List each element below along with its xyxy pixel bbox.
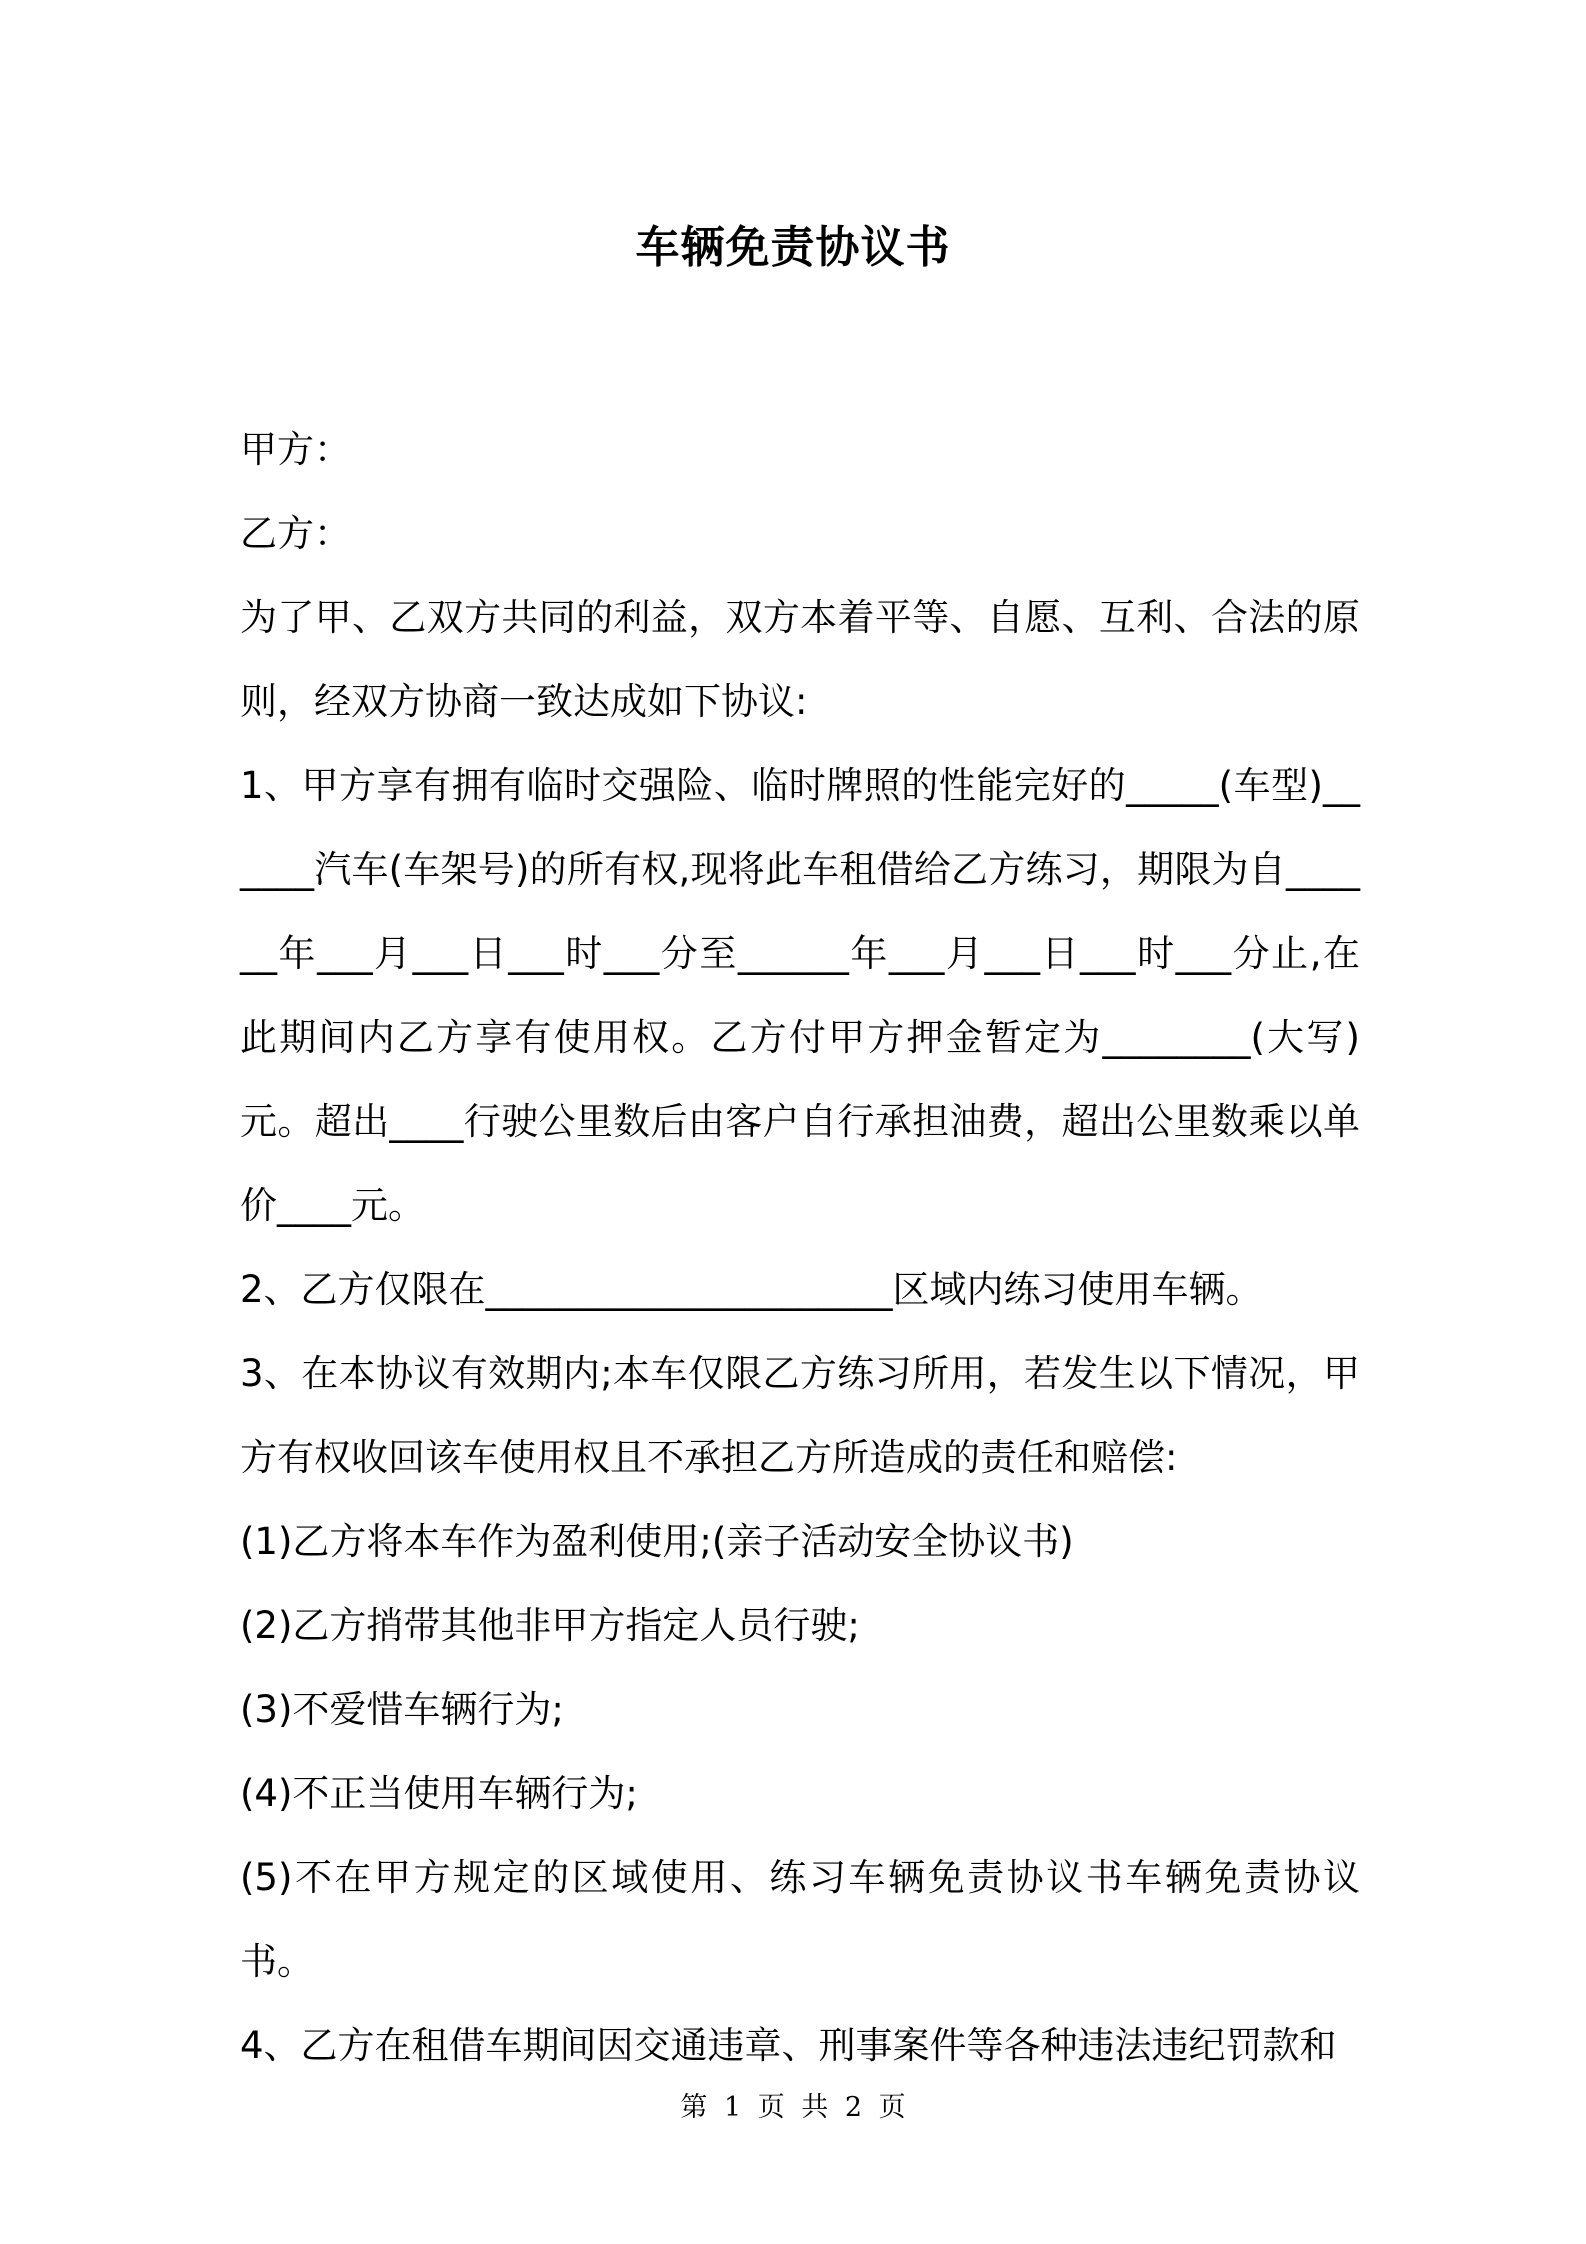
party-a-line: 甲方： xyxy=(240,428,351,471)
page-number-footer: 第 1 页 共 2 页 xyxy=(680,2092,906,2123)
clause-3-item-1: (1)乙方将本车作为盈利使用;(亲子活动安全协议书) xyxy=(240,1520,1074,1563)
clause-3-item-2: (2)乙方捎带其他非甲方指定人员行驶; xyxy=(240,1604,860,1647)
document-body xyxy=(240,408,1360,2088)
clause-3-item-4: (4)不正当使用车辆行为; xyxy=(240,1772,638,1815)
clause-1-paragraph: 1、甲方享有拥有临时交强险、临时牌照的性能完好的_____(车型)______汽车(车架号)的所有权,现将此车租借给乙方练习，期限为自______年___月___日___时___分至______年___月___日___时___分止,在此期间内乙方享有使用权。乙方付甲方押金暂定为________(大写)元。超出____行驶公里数后由客户自行承担油费，超出公里数乘以单价____元。 xyxy=(240,764,1360,1227)
clause-3-paragraph: 3、在本协议有效期内;本车仅限乙方练习所用，若发生以下情况，甲方有权收回该车使用权且不承担乙方所造成的责任和赔偿: xyxy=(240,1352,1360,1479)
party-b-line: 乙方： xyxy=(240,512,351,555)
preamble-paragraph: 为了甲、乙双方共同的利益，双方本着平等、自愿、互利、合法的原则，经双方协商一致达成如下协议: xyxy=(240,596,1360,723)
clause-3-item-3: (3)不爱惜车辆行为; xyxy=(240,1688,564,1731)
document-title: 车辆免责协议书 xyxy=(635,222,951,273)
clause-4-paragraph: 4、乙方在租借车期间因交通违章、刑事案件等各种违法违纪罚款和 xyxy=(240,2024,1337,2067)
clause-2-paragraph: 2、乙方仅限在______________________区域内练习使用车辆。 xyxy=(240,1268,1263,1311)
clause-3-item-5: (5)不在甲方规定的区域使用、练习车辆免责协议书车辆免责协议书。 xyxy=(240,1856,1360,1983)
